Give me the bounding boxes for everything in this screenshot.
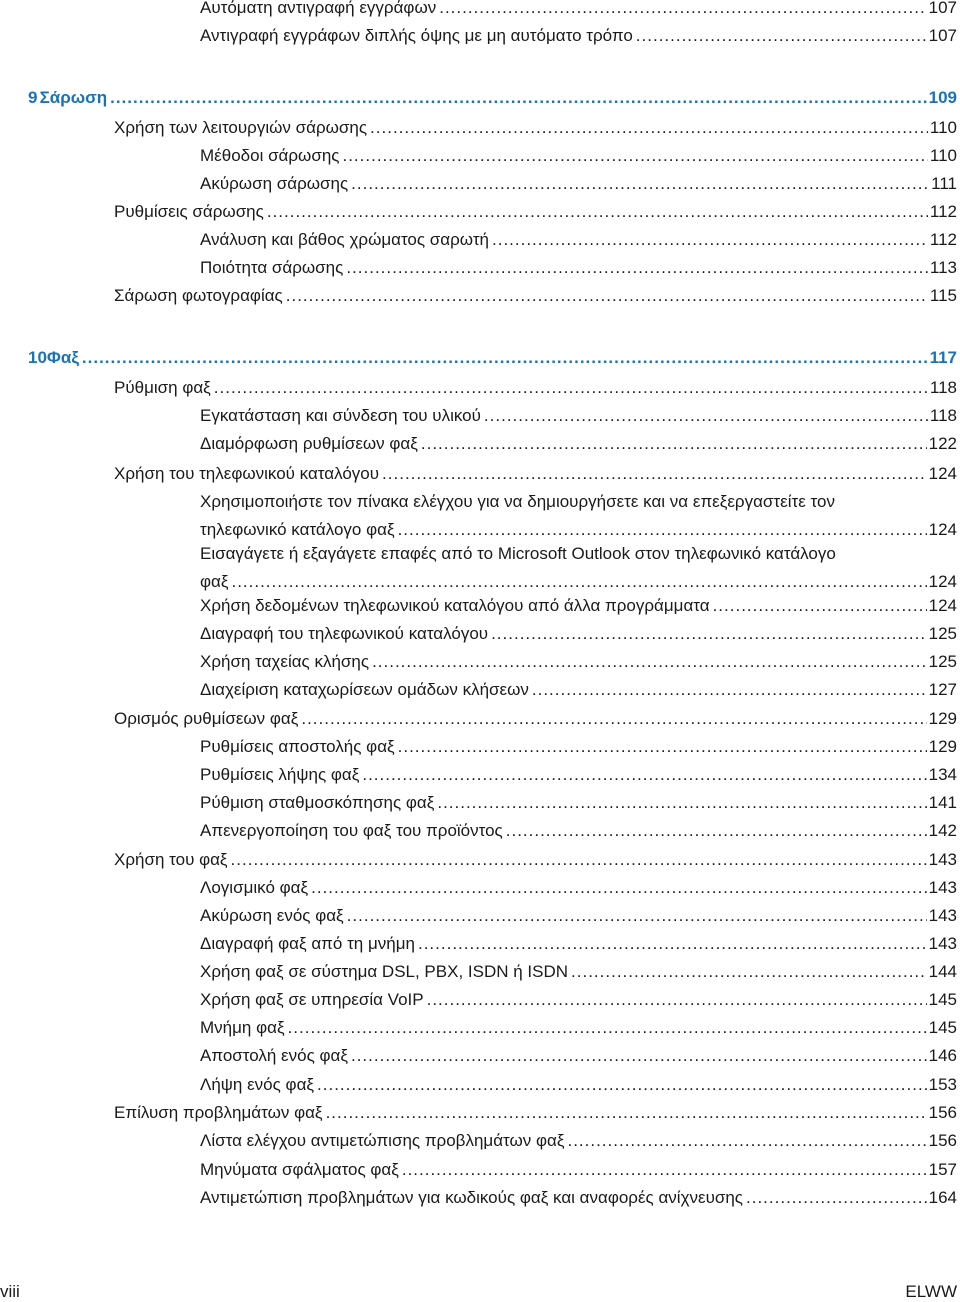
toc-entry[interactable] [200, 761, 957, 789]
dot-leader [421, 430, 927, 458]
dot-leader [418, 930, 927, 958]
toc-entry-title: Ανάλυση και βάθος χρώματος σαρωτή [200, 230, 489, 249]
toc-entry-title: Χρήση των λειτουργιών σάρωσης [114, 118, 368, 137]
toc-entry-title: Ακύρωση ενός φαξ [200, 906, 344, 925]
toc-entry-page-number: 127 [928, 680, 957, 699]
toc-entry-title: Διαγραφή του τηλεφωνικού καταλόγου [200, 624, 489, 643]
toc-entry[interactable] [200, 226, 957, 254]
toc-entry-title: Απενεργοποίηση του φαξ του προϊόντος [200, 821, 503, 840]
dot-leader [301, 705, 926, 733]
dot-leader [110, 84, 927, 112]
dot-leader [402, 1156, 927, 1184]
toc-entry-title: Ορισμός ρυθμίσεων φαξ [114, 709, 299, 728]
toc-entry-page-number: 134 [928, 765, 957, 784]
toc-entry[interactable] [200, 170, 957, 198]
dot-leader [427, 986, 927, 1014]
toc-entry[interactable] [200, 430, 957, 458]
toc-entry[interactable] [200, 620, 957, 648]
toc-entry[interactable] [200, 733, 957, 761]
toc-entry-page-number: 164 [928, 1188, 957, 1207]
footer-page-number: viii [0, 1282, 20, 1301]
toc-entry-title: Ρυθμίσεις σάρωσης [114, 202, 264, 221]
toc-entry[interactable] [114, 705, 957, 733]
toc-chapter-entry[interactable] [28, 84, 957, 112]
toc-entry-title: Χρήση δεδομένων τηλεφωνικού καταλόγου από άλλα προγράμματα [200, 596, 710, 615]
toc-entry-page-number: 156 [928, 1131, 957, 1150]
toc-entry-page-number: 125 [928, 652, 957, 671]
dot-leader [382, 460, 927, 488]
dot-leader [713, 592, 927, 620]
toc-entry-page-number: 156 [928, 1103, 957, 1122]
dot-leader [82, 344, 928, 372]
toc-entry[interactable] [200, 930, 957, 958]
toc-entry-title: Διαγραφή φαξ από τη μνήμη [200, 934, 415, 953]
dot-leader [492, 226, 928, 254]
toc-entry-page-number: 157 [928, 1160, 957, 1179]
toc-entry[interactable] [200, 1042, 957, 1070]
toc-entry-page-number: 113 [929, 258, 957, 277]
toc-entry[interactable] [200, 789, 957, 817]
toc-entry-page-number: 118 [929, 378, 957, 397]
toc-entry[interactable] [200, 902, 957, 930]
toc-entry[interactable] [200, 402, 957, 430]
dot-leader [351, 1042, 927, 1070]
toc-entry-title: Διαχείριση καταχωρίσεων ομάδων κλήσεων [200, 680, 529, 699]
toc-entry-page-number: 143 [928, 850, 957, 869]
toc-entry-title: Φαξ [46, 348, 79, 367]
dot-leader [351, 170, 929, 198]
toc-entry-page-number: 117 [929, 348, 957, 367]
toc-entry-page-number: 109 [928, 88, 957, 107]
toc-entry-page-number: 124 [928, 596, 957, 615]
toc-entry-title: Αυτόματη αντιγραφή εγγράφων [200, 0, 437, 17]
toc-entry-title: Διαμόρφωση ρυθμίσεων φαξ [200, 434, 418, 453]
toc-entry-page-number: 124 [928, 464, 957, 483]
toc-entry-page-number: 142 [928, 821, 957, 840]
dot-leader [746, 1184, 927, 1212]
toc-entry[interactable] [200, 1127, 957, 1155]
toc-entry-page-number: 125 [928, 624, 957, 643]
toc-entry-page-number: 144 [928, 962, 957, 981]
toc-entry-title: Ρύθμιση φαξ [114, 378, 211, 397]
toc-entry[interactable] [200, 817, 957, 845]
toc-entry-title: Χρήση του φαξ [114, 850, 228, 869]
toc-entry[interactable] [200, 1071, 957, 1099]
dot-leader [267, 198, 928, 226]
toc-entry-title: Αποστολή ενός φαξ [200, 1046, 348, 1065]
toc-entry-title: Αντιγραφή εγγράφων διπλής όψης με μη αυτόματο τρόπο [200, 26, 633, 45]
dot-leader [231, 846, 927, 874]
toc-entry-title: Μηνύματα σφάλματος φαξ [200, 1160, 399, 1179]
toc-entry-page-number: 145 [928, 1018, 957, 1037]
toc-entry[interactable] [114, 460, 957, 488]
toc-entry-title: Σάρωση φωτογραφίας [114, 286, 283, 305]
dot-leader [286, 282, 928, 310]
toc-entry-page-number: 129 [928, 737, 957, 756]
toc-entry[interactable] [200, 540, 957, 596]
toc-entry-title-line1: Εισαγάγετε ή εξαγάγετε επαφές από το Microsoft Outlook στον τηλεφωνικό κατάλογο [200, 544, 836, 563]
toc-entry[interactable] [114, 282, 957, 310]
dot-leader [506, 817, 927, 845]
toc-entry-page-number: 143 [928, 878, 957, 897]
toc-entry-title: Αντιμετώπιση προβλημάτων για κωδικούς φαξ και αναφορές ανίχνευσης [200, 1188, 744, 1207]
toc-entry-page-number: 124 [928, 520, 957, 539]
toc-entry[interactable] [200, 874, 957, 902]
toc-entry[interactable] [200, 958, 957, 986]
chapter-number: 9 [28, 88, 38, 107]
toc-entry[interactable] [200, 0, 957, 22]
toc-entry-title: Ρυθμίσεις αποστολής φαξ [200, 737, 395, 756]
toc-entry-page-number: 153 [928, 1075, 957, 1094]
toc-entry[interactable] [114, 114, 957, 142]
toc-entry[interactable] [200, 676, 957, 704]
dot-leader [288, 1014, 927, 1042]
toc-entry-title: Εγκατάσταση και σύνδεση του υλικού [200, 406, 481, 425]
toc-entry-title: Ακύρωση σάρωσης [200, 174, 349, 193]
dot-leader [214, 374, 928, 402]
toc-entry-page-number: 110 [929, 146, 957, 165]
toc-entry-page-number: 141 [928, 793, 957, 812]
dot-leader [491, 620, 927, 648]
dot-leader [372, 648, 927, 676]
toc-entry-title: Ρύθμιση σταθμοσκόπησης φαξ [200, 793, 435, 812]
toc-entry[interactable] [114, 1099, 957, 1127]
toc-entry-page-number: 143 [928, 906, 957, 925]
toc-entry[interactable] [200, 1184, 957, 1212]
toc-entry[interactable] [200, 1014, 957, 1042]
dot-leader [532, 676, 927, 704]
dot-leader [484, 402, 928, 430]
dot-leader [571, 958, 927, 986]
toc-entry-page-number: 129 [928, 709, 957, 728]
toc-entry-title: Λίστα ελέγχου αντιμετώπισης προβλημάτων φαξ [200, 1131, 565, 1150]
toc-entry[interactable] [200, 22, 957, 50]
toc-entry[interactable] [200, 592, 957, 620]
dot-leader [370, 114, 928, 142]
toc-entry[interactable] [200, 488, 957, 544]
toc-entry-page-number: 110 [929, 118, 957, 137]
toc-entry-title: Λήψη ενός φαξ [200, 1075, 315, 1094]
toc-entry-title: Χρήση φαξ σε υπηρεσία VoIP [200, 990, 424, 1009]
dot-leader [347, 902, 927, 930]
toc-entry[interactable] [200, 986, 957, 1014]
toc-entry-title: Λογισμικό φαξ [200, 878, 309, 897]
toc-entry-page-number: 118 [929, 406, 957, 425]
toc-entry[interactable] [200, 142, 957, 170]
toc-entry[interactable] [200, 648, 957, 676]
toc-entry-title: Ρυθμίσεις λήψης φαξ [200, 765, 360, 784]
toc-entry-title: Μέθοδοι σάρωσης [200, 146, 340, 165]
toc-entry-page-number: 146 [928, 1046, 957, 1065]
toc-entry-page-number: 107 [928, 0, 957, 17]
dot-leader [567, 1127, 926, 1155]
dot-leader [342, 142, 927, 170]
toc-entry-title: Επίλυση προβλημάτων φαξ [114, 1103, 323, 1122]
toc-entry[interactable] [114, 846, 957, 874]
toc-entry-page-number: 124 [928, 572, 957, 591]
toc-entry-title: φαξ [200, 572, 229, 591]
toc-entry-title: Χρήση ταχείας κλήσης [200, 652, 370, 671]
toc-entry-page-number: 115 [929, 286, 957, 305]
dot-leader [437, 789, 926, 817]
toc-entry-page-number: 122 [928, 434, 957, 453]
toc-entry-title: Ποιότητα σάρωσης [200, 258, 344, 277]
footer-code: ELWW [905, 1282, 957, 1301]
dot-leader [346, 254, 928, 282]
toc-entry-page-number: 145 [928, 990, 957, 1009]
dot-leader [311, 874, 927, 902]
toc-entry[interactable] [200, 254, 957, 282]
toc-entry-title: Χρήση του τηλεφωνικού καταλόγου [114, 464, 380, 483]
dot-leader [439, 0, 926, 22]
toc-entry-page-number: 107 [928, 26, 957, 45]
toc-entry-page-number: 111 [931, 174, 957, 193]
toc-entry-page-number: 143 [928, 934, 957, 953]
toc-entry-title: Μνήμη φαξ [200, 1018, 285, 1037]
dot-leader [317, 1071, 927, 1099]
dot-leader [636, 22, 927, 50]
toc-entry-title-line1: Χρησιμοποιήστε τον πίνακα ελέγχου για να δημιουργήσετε και να επεξεργαστείτε τον [200, 492, 835, 511]
toc-entry-page-number: 112 [929, 202, 957, 221]
chapter-number: 10 [28, 348, 47, 367]
toc-entry-page-number: 112 [929, 230, 957, 249]
toc-entry-title: Σάρωση [39, 88, 108, 107]
dot-leader [398, 733, 927, 761]
toc-entry[interactable] [114, 198, 957, 226]
toc-entry[interactable] [114, 374, 957, 402]
dot-leader [326, 1099, 927, 1127]
toc-entry-title: τηλεφωνικό κατάλογο φαξ [200, 520, 395, 539]
dot-leader [362, 761, 926, 789]
toc-chapter-entry[interactable] [28, 344, 957, 372]
toc-entry[interactable] [200, 1156, 957, 1184]
toc-entry-title: Χρήση φαξ σε σύστημα DSL, PBX, ISDN ή ISDN [200, 962, 569, 981]
